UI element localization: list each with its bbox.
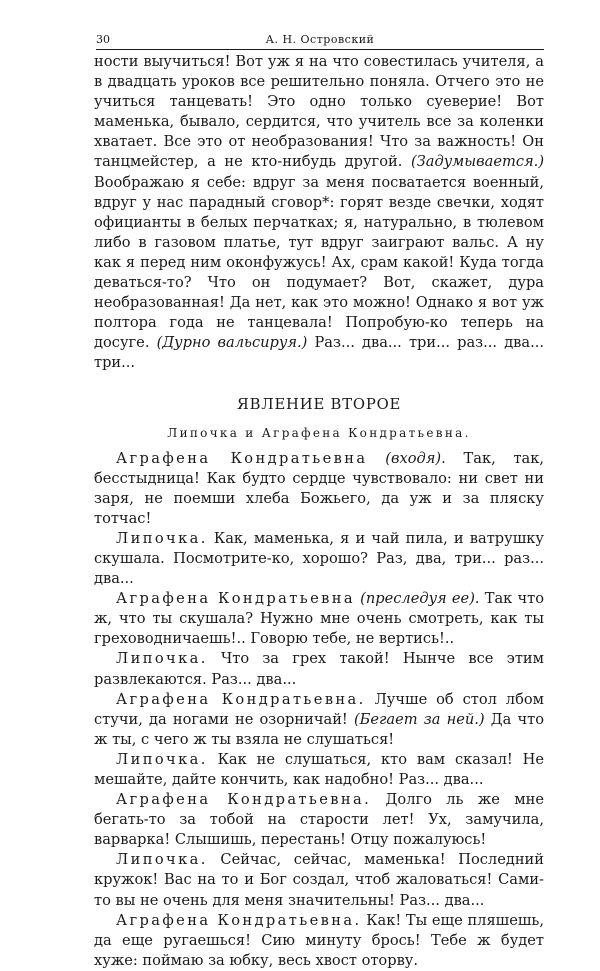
speaker-name: Аграфена Кондратьевна. [116, 690, 366, 708]
stage-direction: (Задумывается.) [410, 153, 545, 171]
dialogue-text: Так, так, бесстыдница! Как будто сердце чувствовало: ни свет ни заря, не поемши хлеба Божьего, да уж и за пляску тотчас! [94, 449, 545, 527]
dialogue-text: Как! Ты еще пляшешь, да еще ругаешься! Сию минуту брось! Тебе ж будет хуже: поймаю за юбку, весь хвост оторву. [94, 911, 545, 969]
dialogue-line [94, 649, 544, 689]
dialogue-line [94, 529, 544, 589]
dialogue-text: Сейчас, сейчас, маменька! Последний кружок! Вас на то и Бог создал, чтоб жаловаться! Сами-то вы не очень для меня значительны! Раз... два... [94, 851, 545, 909]
stage-direction: (Дурно вальсируя.) [156, 334, 308, 352]
dialogue-line [94, 850, 544, 910]
stage-direction: (преследуя ее). [360, 590, 480, 608]
speaker-name: Липочка. [116, 851, 208, 869]
dialogue-text: Да что ж ты, с чего ж ты взяла не слушаться! [94, 710, 545, 748]
dialogue-text: Лучше об стол лбом стучи, да ногами не озорничай! [94, 690, 544, 728]
dialogue-text: Как не слушаться, кто вам сказал! Не мешайте, дайте кончить, как надобно! Раз... два... [94, 750, 545, 788]
stage-direction: (Бегает за ней.) [353, 710, 485, 728]
monologue-paragraph [94, 52, 544, 374]
speaker-name: Липочка. [116, 650, 208, 668]
speaker-name: Липочка. [116, 529, 208, 547]
running-head-author: А. Н. Островский [265, 33, 375, 46]
monologue-text: Раз... два... три... раз... два... три... [94, 334, 545, 372]
monologue-text: Воображаю я себе: вдруг за меня посватается военный, вдруг у нас парадный сговор*: горят везде свечки, ходят официанты в белых перчатках; я, натурально, в тюлевом либо в газовом платье, тут вдруг заиграют вальс. А ну как я перед ним оконфужусь! Ах, срам какой! Куда тогда деваться-то? Что он подумает? Вот, скажет, дура необразованная! Да нет, как это можно! Однако я вот уж полтора года не танцевала! Попробую-ко теперь на досуге. [94, 173, 544, 352]
speaker-name: Аграфена Кондратьевна [116, 449, 368, 467]
monologue-text: ности выучиться! Вот уж я на что совестилась учителя, а в двадцать уроков все решительно поняла. Отчего это не учиться танцевать! Это одно только суеверие! Вот маменька, бывало, сердится, что учитель все за коленки хватает. Все это от необразования! Что за важность! Он танцмейстер, а не кто-нибудь другой. [94, 53, 544, 171]
dialogue-line [94, 911, 544, 971]
dialogue-line [94, 790, 544, 850]
dialogue-line [94, 690, 544, 750]
dialogue-line [94, 449, 544, 529]
page-number: 30 [96, 33, 110, 46]
dialogue-text: Что за грех такой! Нынче все этим развлекаются. Раз... два... [94, 650, 544, 688]
dialogue-text: Так что ж, что ты скушала? Нужно мне очень смотреть, как ты греховодничаешь!.. Говорю тебе, не вертись!.. [94, 590, 544, 648]
dialogue-line [94, 750, 544, 790]
dialogue-text: Как, маменька, я и чай пила, и ватрушку скушала. Посмотрите-ко, хорошо? Раз, два, три... раз... два... [94, 529, 544, 588]
speaker-name: Аграфена Кондратьевна [116, 590, 355, 608]
scene-title: ЯВЛЕНИЕ ВТОРОЕ [236, 395, 402, 413]
scene-cast: Липочка и Аграфена Кондратьевна. [167, 425, 471, 440]
header-rule [96, 49, 544, 50]
speaker-name: Аграфена Кондратьевна. [116, 791, 372, 809]
dialogue-line [94, 589, 544, 649]
dialogue-text: Долго ль же мне бегать-то за тобой на старости лет! Ух, замучила, варварка! Слышишь, перестань! Отцу пожалуюсь! [94, 791, 544, 849]
stage-direction: (входя). [385, 449, 446, 467]
running-header [96, 30, 544, 50]
page-body [94, 52, 544, 971]
speaker-name: Липочка. [116, 750, 208, 768]
speaker-name: Аграфена Кондратьевна. [116, 911, 362, 929]
